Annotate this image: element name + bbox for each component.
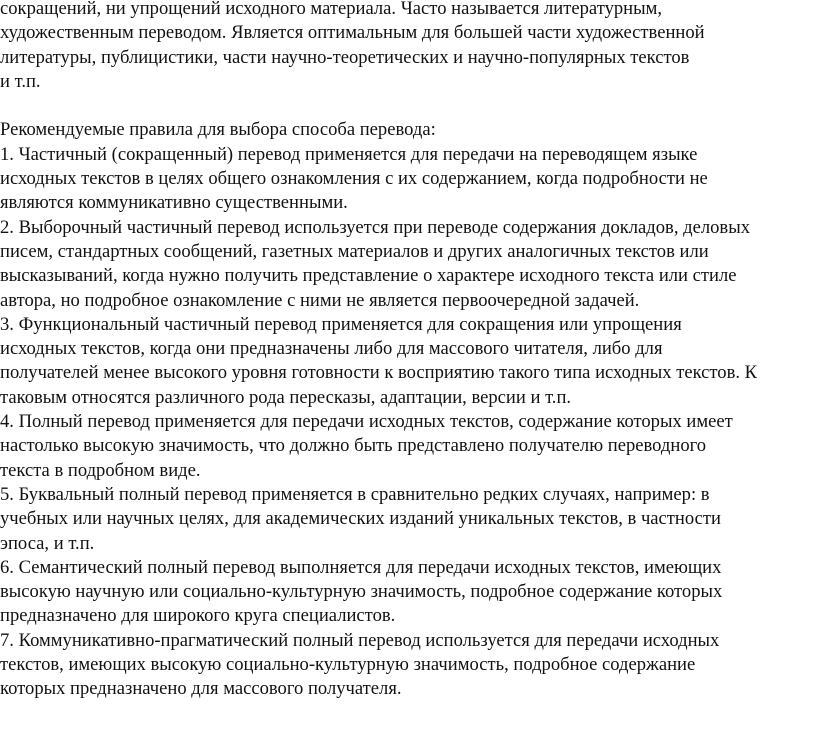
- rule-2-line: 2. Выборочный частичный перевод используется при переводе содержания докладов, деловых: [0, 216, 750, 238]
- text-line: и т.п.: [0, 70, 41, 92]
- rule-7-line: текстов, имеющих высокую социально-культурную значимость, подробное содержание: [0, 654, 696, 676]
- text-line: сокращений, ни упрощений исходного материала. Часто называется литературным,: [0, 0, 663, 19]
- rule-3-line: таковым относятся различного рода пересказы, адаптации, версии и т.п.: [0, 386, 572, 408]
- intro-paragraph: [0, 0, 812, 94]
- rule-3-line: 3. Функциональный частичный перевод применяется для сокращения или упрощения: [0, 313, 682, 335]
- rule-2-line: писем, стандартных сообщений, газетных материалов и других аналогичных текстов или: [0, 240, 709, 262]
- rule-6-line: высокую научную или социально-культурную значимость, подробное содержание которых: [0, 581, 723, 603]
- text-line: литературы, публицистики, части научно-теоретических и научно-популярных текстов: [0, 46, 690, 68]
- rule-4-line: 4. Полный перевод применяется для передачи исходных текстов, содержание которых имеет: [0, 411, 733, 433]
- rule-2-line: автора, но подробное ознакомление с ними не является первоочередной задачей.: [0, 289, 640, 311]
- rule-6-line: предназначено для широкого круга специалистов.: [0, 605, 396, 627]
- rule-5-line: эпоса, и т.п.: [0, 532, 95, 554]
- rule-1-line: исходных текстов в целях общего ознакомления с их содержанием, когда подробности не: [0, 168, 708, 190]
- rule-3-line: получателей менее высокого уровня готовности к восприятию такого типа исходных текстов. К: [0, 362, 758, 384]
- rule-7-line: 7. Коммуникативно-прагматический полный перевод используется для передачи исходных: [0, 629, 720, 651]
- rule-7-line: которых предназначено для массового получателя.: [0, 678, 402, 700]
- text-line: художественным переводом. Является оптимальным для большей части художественной: [0, 22, 705, 44]
- rules-heading: Рекомендуемые правила для выбора способа перевода:: [0, 119, 436, 141]
- rule-5-line: 5. Буквальный полный перевод применяется в сравнительно редких случаях, например: в: [0, 483, 710, 505]
- rule-1-line: 1. Частичный (сокращенный) перевод применяется для передачи на переводящем языке: [0, 143, 698, 165]
- rule-1-line: являются коммуникативно существенными.: [0, 192, 348, 214]
- rule-3-line: исходных текстов, когда они предназначены либо для массового читателя, либо для: [0, 338, 663, 360]
- rule-6-line: 6. Семантический полный перевод выполняется для передачи исходных текстов, имеющих: [0, 556, 722, 578]
- rule-2-line: высказываний, когда нужно получить представление о характере исходного текста или стиле: [0, 265, 737, 287]
- rule-4-line: настолько высокую значимость, что должно быть представлено получателю переводного: [0, 435, 707, 457]
- rules-section: [0, 118, 812, 701]
- rule-5-line: учебных или научных целях, для академических изданий уникальных текстов, в частности: [0, 508, 721, 530]
- rule-4-line: текста в подробном виде.: [0, 459, 201, 481]
- paragraph-spacer: [0, 94, 812, 118]
